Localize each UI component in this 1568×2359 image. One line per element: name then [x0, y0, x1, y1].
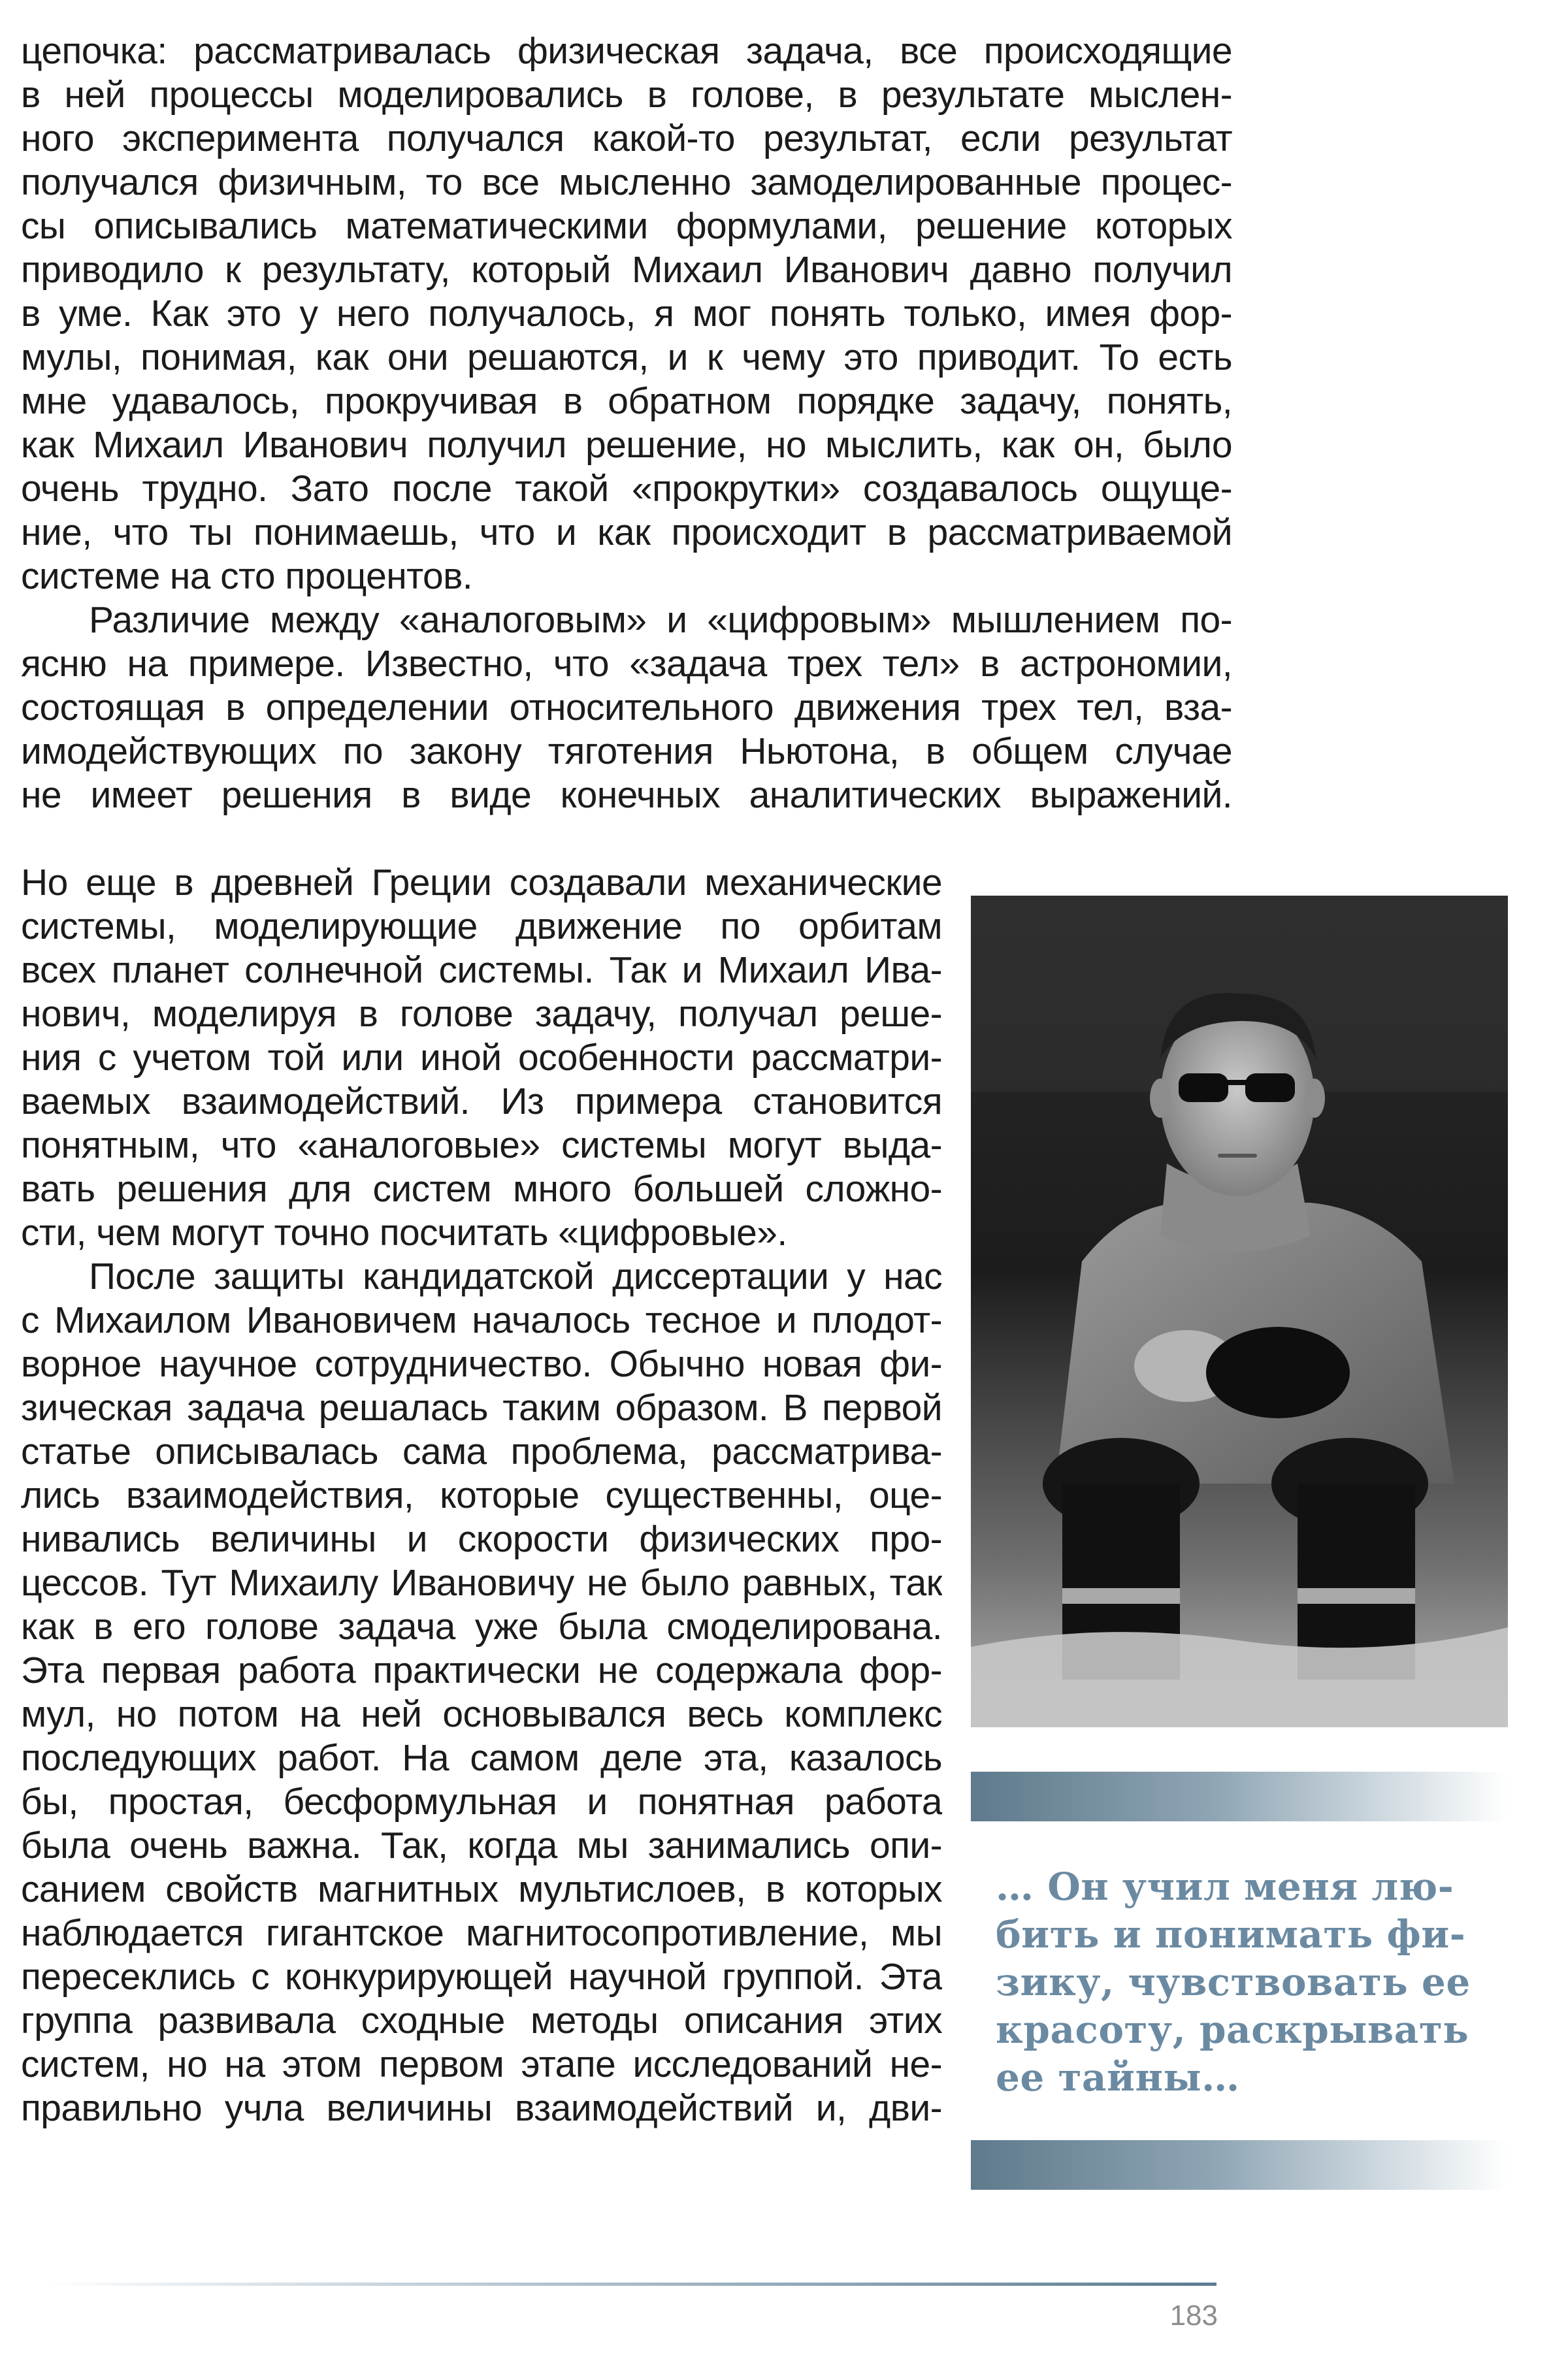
- paragraph-first-line: После защиты кандидатской диссертации у нас: [89, 1256, 942, 1297]
- text-line: ние, что ты понимаешь, что и как происходит в рассматриваемой: [21, 512, 1232, 553]
- text-line: систем, но на этом первом этапе исследований не-: [21, 2043, 942, 2085]
- text-line: бы, простая, бесформульная и понятная работа: [21, 1781, 942, 1823]
- text-line: цепочка: рассматривалась физическая задача, все происходящие: [21, 30, 1232, 72]
- quote-line: ее тайны…: [996, 2055, 1240, 2100]
- text-line: как в его голове задача уже была смоделирована.: [21, 1606, 942, 1648]
- text-line: ного эксперимента получался какой-то результат, если результат: [21, 118, 1232, 159]
- quote-line: красоту, раскрывать: [996, 2008, 1469, 2052]
- text-line: группа развивала сходные методы описания этих: [21, 2000, 942, 2042]
- text-line: с Михаилом Ивановичем началось тесное и плодот-: [21, 1299, 942, 1341]
- pull-quote: [996, 1863, 1505, 2102]
- text-line: в ней процессы моделировались в голове, в результате мыслен-: [21, 74, 1232, 116]
- text-line: получался физичным, то все мысленно замоделированные процес-: [21, 161, 1232, 203]
- text-line: ясню на примере. Известно, что «задача трех тел» в астрономии,: [21, 643, 1232, 685]
- text-line: системе на сто процентов.: [21, 555, 472, 597]
- text-line: нивались величины и скорости физических про-: [21, 1518, 942, 1560]
- text-line: очень трудно. Зато после такой «прокрутки» создавалось ощуще-: [21, 468, 1232, 510]
- text-line: правильно учла величины взаимодействий и, дви-: [21, 2087, 942, 2129]
- paragraph-first-line: Различие между «аналоговым» и «цифровым» мышлением по-: [89, 599, 1232, 641]
- text-line: зическая задача решалась таким образом. В первой: [21, 1387, 942, 1429]
- text-line: приводило к результату, который Михаил Иванович давно получил: [21, 249, 1232, 291]
- text-block-top: [21, 29, 1232, 817]
- text-line: ния с учетом той или иной особенности рассматри-: [21, 1037, 942, 1079]
- quote-line: … Он учил меня лю-: [996, 1864, 1454, 1909]
- text-line: статье описывалась сама проблема, рассматрива-: [21, 1431, 942, 1472]
- text-line: понятным, что «аналоговые» системы могут выда-: [21, 1124, 942, 1166]
- portrait-photo: [971, 896, 1508, 1727]
- quote-bar-top: [971, 1772, 1508, 1821]
- text-line: в уме. Как это у него получалось, я мог понять только, имея фор-: [21, 293, 1232, 334]
- text-line: вать решения для систем много большей сложно-: [21, 1168, 942, 1210]
- text-line: сы описывались математическими формулами, решение которых: [21, 205, 1232, 247]
- text-line: сти, чем могут точно посчитать «цифровые».: [21, 1212, 787, 1254]
- text-line: ваемых взаимодействий. Из примера становится: [21, 1081, 942, 1122]
- text-line: Но еще в древней Греции создавали механические: [21, 862, 942, 903]
- text-line: последующих работ. На самом деле эта, казалось: [21, 1737, 942, 1779]
- text-block-wrapped: [21, 861, 942, 2130]
- text-line: ворное научное сотрудничество. Обычно новая фи-: [21, 1343, 942, 1385]
- text-line: санием свойств магнитных мультислоев, в которых: [21, 1868, 942, 1910]
- text-line: Эта первая работа практически не содержала фор-: [21, 1650, 942, 1691]
- text-line: цессов. Тут Михаилу Ивановичу не было равных, так: [21, 1562, 942, 1604]
- quote-bar-bottom: [971, 2140, 1508, 2190]
- page-number: 183: [1169, 2300, 1218, 2332]
- footer-divider: [41, 2283, 1217, 2286]
- text-line: системы, моделирующие движение по орбитам: [21, 905, 942, 947]
- text-line: мул, но потом на ней основывался весь комплекс: [21, 1693, 942, 1735]
- text-line: не имеет решения в виде конечных аналитических выражений.: [21, 774, 1232, 816]
- text-line: наблюдается гигантское магнитосопротивление, мы: [21, 1912, 942, 1954]
- text-line: мулы, понимая, как они решаются, и к чему это приводит. То есть: [21, 336, 1232, 378]
- text-line: пересеклись с конкурирующей научной группой. Эта: [21, 1956, 942, 1998]
- text-line: мне удавалось, прокручивая в обратном порядке задачу, понять,: [21, 380, 1232, 422]
- text-line: имодействующих по закону тяготения Ньютона, в общем случае: [21, 730, 1232, 772]
- quote-line: зику, чувствовать ее: [996, 1960, 1471, 2004]
- quote-line: бить и понимать фи-: [996, 1912, 1466, 1957]
- text-line: всех планет солнечной системы. Так и Михаил Ива-: [21, 949, 942, 991]
- text-line: была очень важна. Так, когда мы занимались опи-: [21, 1825, 942, 1866]
- text-line: нович, моделируя в голове задачу, получал реше-: [21, 993, 942, 1035]
- text-line: как Михаил Иванович получил решение, но мыслить, как он, было: [21, 424, 1232, 466]
- text-line: лись взаимодействия, которые существенны, оце-: [21, 1474, 942, 1516]
- text-line: состоящая в определении относительного движения трех тел, вза-: [21, 687, 1232, 728]
